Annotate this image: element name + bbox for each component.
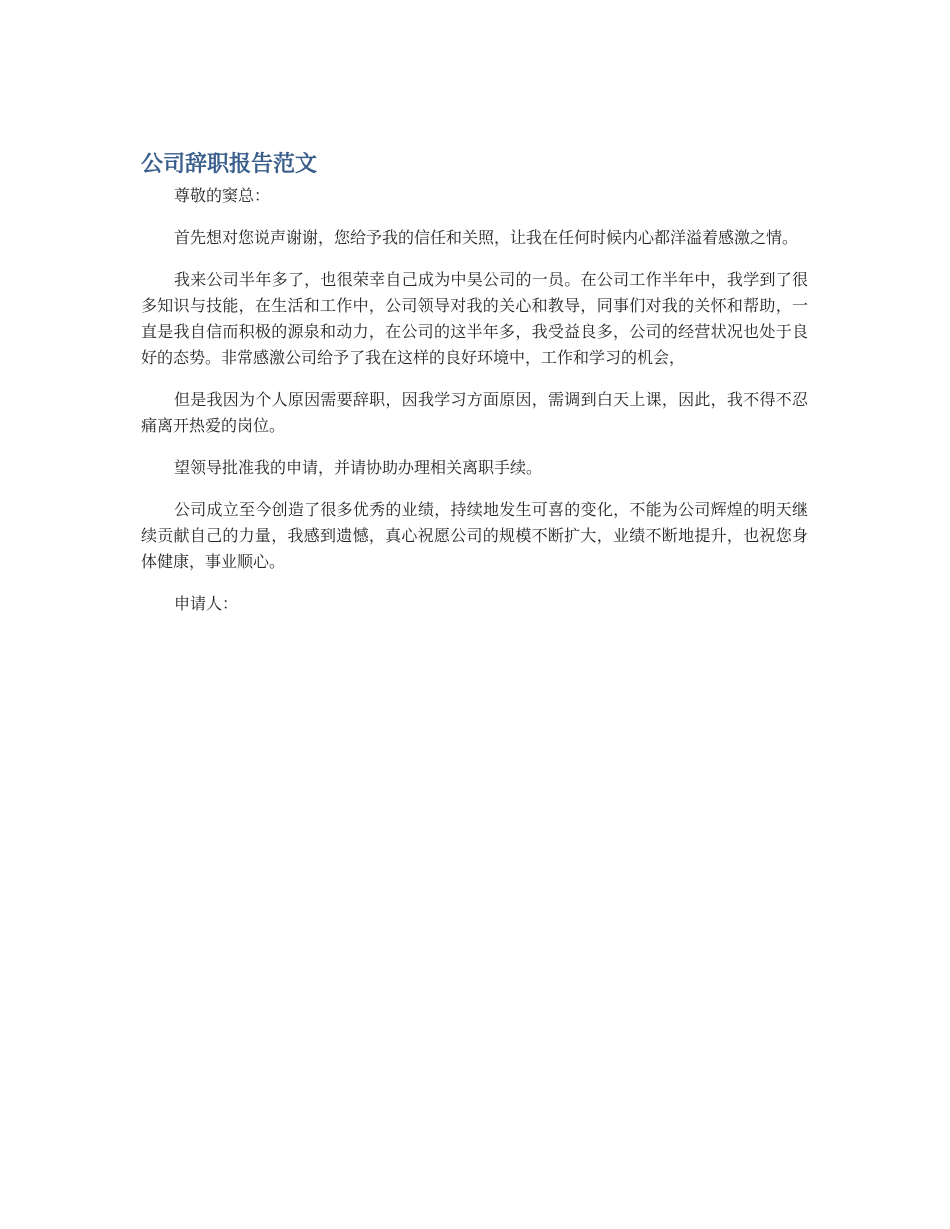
paragraph-experience: 我来公司半年多了，也很荣幸自己成为中昊公司的一员。在公司工作半年中，我学到了很多知识与技能，在生活和工作中，公司领导对我的关心和教导，同事们对我的关怀和帮助，一直是我自信而积极的源泉和动力，在公司的这半年多，我受益良多，公司的经营状况也处于良好的态势。非常感激公司给予了我在这样的良好环境中，工作和学习的机会， [141,270,808,367]
paragraph-wishes: 公司成立至今创造了很多优秀的业绩，持续地发生可喜的变化，不能为公司辉煌的明天继续贡献自己的力量，我感到遗憾，真心祝愿公司的规模不断扩大，业绩不断地提升，也祝您身体健康，事业顺心。 [141,500,808,571]
paragraph-request: 望领导批准我的申请，并请协助办理相关离职手续。 [174,458,543,477]
signature-line: 申请人： [174,594,239,613]
paragraph-thanks: 首先想对您说声谢谢，您给予我的信任和关照，让我在任何时候内心都洋溢着感激之情。 [174,228,799,247]
paragraph-reason: 但是我因为个人原因需要辞职，因我学习方面原因，需调到白天上课，因此，我不得不忍痛离开热爱的岗位。 [141,390,808,435]
document-title: 公司辞职报告范文 [141,152,318,177]
document-content [141,150,808,617]
salutation: 尊敬的窦总： [174,186,271,205]
